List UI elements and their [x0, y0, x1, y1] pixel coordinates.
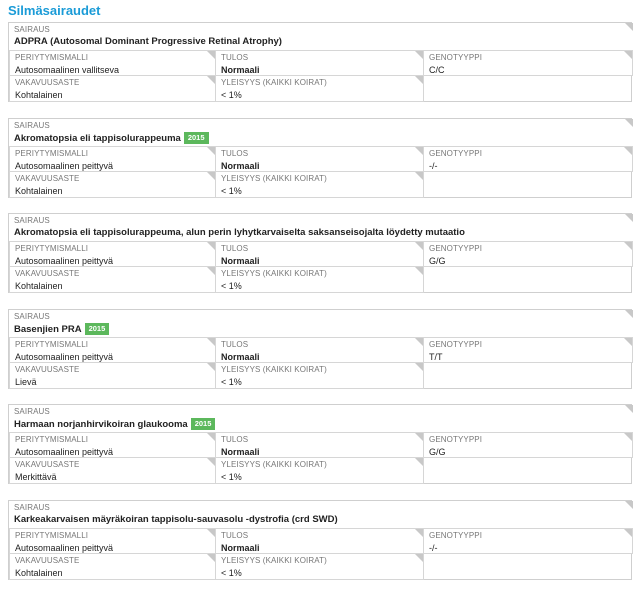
- severity-cell-value: Lievä: [15, 377, 37, 387]
- result-cell: [215, 50, 424, 76]
- inheritance-cell: [9, 528, 216, 554]
- disease-name: Akromatopsia eli tappisolurappeuma, alun perin lyhytkarvaiselta saksanseisojalta löydetty mutaatio: [14, 227, 465, 238]
- inheritance-cell-value: Autosomaalinen peittyvä: [15, 447, 114, 457]
- corner-marker: [207, 554, 215, 562]
- genotype-cell-value: G/G: [429, 447, 446, 457]
- corner-marker: [207, 76, 215, 84]
- frequency-cell: [215, 266, 424, 293]
- inheritance-cell-label: PERIYTYMISMALLI: [15, 435, 89, 444]
- inheritance-cell: [9, 241, 216, 267]
- result-cell-label: TULOS: [221, 244, 249, 253]
- frequency-cell-value: < 1%: [221, 281, 242, 291]
- genotype-cell-value: -/-: [429, 161, 438, 171]
- disease-name: Karkeakarvaisen mäyräkoiran tappisolu-sauvasolu -dystrofia (crd SWD): [14, 514, 338, 525]
- frequency-cell-label: YLEISYYS (KAIKKI KOIRAT): [221, 556, 327, 565]
- severity-cell: [9, 553, 216, 580]
- result-cell-label: TULOS: [221, 435, 249, 444]
- frequency-cell: [215, 171, 424, 198]
- corner-marker: [415, 242, 423, 250]
- result-cell: [215, 146, 424, 172]
- genotype-cell: [423, 50, 633, 76]
- disease-name: Akromatopsia eli tappisolurappeuma: [14, 132, 181, 144]
- inheritance-cell: [9, 337, 216, 363]
- result-cell-label: TULOS: [221, 53, 249, 62]
- genotype-cell: [423, 528, 633, 554]
- genotype-cell-label: GENOTYYPPI: [429, 340, 483, 349]
- disease-name-row: [14, 418, 215, 430]
- inheritance-cell-value: Autosomaalinen peittyvä: [15, 256, 114, 266]
- corner-marker: [415, 433, 423, 441]
- corner-marker: [625, 23, 633, 31]
- frequency-cell-label: YLEISYYS (KAIKKI KOIRAT): [221, 78, 327, 87]
- result-cell-value: Normaali: [221, 256, 260, 266]
- genotype-cell-value: G/G: [429, 256, 446, 266]
- frequency-cell: [215, 553, 424, 580]
- result-cell-value: Normaali: [221, 543, 260, 553]
- corner-marker: [624, 147, 632, 155]
- result-cell: [215, 528, 424, 554]
- corner-marker: [625, 310, 633, 318]
- severity-cell-label: VAKAVUUSASTE: [15, 460, 80, 469]
- inheritance-cell: [9, 146, 216, 172]
- disease-card: [8, 118, 632, 198]
- corner-marker: [625, 214, 633, 222]
- corner-marker: [415, 554, 423, 562]
- severity-cell-value: Merkittävä: [15, 472, 57, 482]
- severity-cell: [9, 457, 216, 484]
- severity-cell-label: VAKAVUUSASTE: [15, 78, 80, 87]
- corner-marker: [415, 267, 423, 275]
- disease-label: SAIRAUS: [14, 312, 50, 321]
- severity-cell-value: Kohtalainen: [15, 281, 63, 291]
- frequency-cell-label: YLEISYYS (KAIKKI KOIRAT): [221, 365, 327, 374]
- frequency-cell-label: YLEISYYS (KAIKKI KOIRAT): [221, 269, 327, 278]
- inheritance-cell-value: Autosomaalinen peittyvä: [15, 352, 114, 362]
- genotype-cell-label: GENOTYYPPI: [429, 244, 483, 253]
- corner-marker: [624, 242, 632, 250]
- disease-name-row: [14, 36, 282, 47]
- genotype-cell-label: GENOTYYPPI: [429, 435, 483, 444]
- corner-marker: [415, 172, 423, 180]
- genotype-cell: [423, 146, 633, 172]
- corner-marker: [207, 458, 215, 466]
- result-cell-value: Normaali: [221, 65, 260, 75]
- result-cell-label: TULOS: [221, 149, 249, 158]
- corner-marker: [624, 529, 632, 537]
- frequency-cell: [215, 75, 424, 102]
- genotype-cell-label: GENOTYYPPI: [429, 53, 483, 62]
- frequency-cell: [215, 457, 424, 484]
- disease-card: [8, 404, 632, 484]
- disease-name-row: [14, 323, 109, 335]
- inheritance-cell-value: Autosomaalinen peittyvä: [15, 161, 114, 171]
- severity-cell-label: VAKAVUUSASTE: [15, 365, 80, 374]
- result-cell: [215, 241, 424, 267]
- corner-marker: [624, 338, 632, 346]
- severity-cell-label: VAKAVUUSASTE: [15, 269, 80, 278]
- inheritance-cell-label: PERIYTYMISMALLI: [15, 531, 89, 540]
- corner-marker: [207, 433, 215, 441]
- year-badge: 2015: [85, 323, 110, 335]
- corner-marker: [207, 51, 215, 59]
- result-cell-value: Normaali: [221, 161, 260, 171]
- genotype-cell-label: GENOTYYPPI: [429, 149, 483, 158]
- disease-name-cell: [9, 23, 633, 51]
- inheritance-cell-label: PERIYTYMISMALLI: [15, 244, 89, 253]
- disease-name-row: [14, 227, 465, 238]
- corner-marker: [207, 267, 215, 275]
- corner-marker: [207, 529, 215, 537]
- frequency-cell-value: < 1%: [221, 377, 242, 387]
- corner-marker: [415, 363, 423, 371]
- inheritance-cell: [9, 50, 216, 76]
- disease-card: [8, 500, 632, 580]
- corner-marker: [415, 147, 423, 155]
- inheritance-cell-value: Autosomaalinen peittyvä: [15, 543, 114, 553]
- corner-marker: [624, 433, 632, 441]
- inheritance-cell-value: Autosomaalinen vallitseva: [15, 65, 120, 75]
- corner-marker: [207, 363, 215, 371]
- result-cell-label: TULOS: [221, 531, 249, 540]
- result-cell-value: Normaali: [221, 447, 260, 457]
- corner-marker: [415, 529, 423, 537]
- disease-label: SAIRAUS: [14, 121, 50, 130]
- severity-cell-label: VAKAVUUSASTE: [15, 556, 80, 565]
- year-badge: 2015: [184, 132, 209, 144]
- frequency-cell-label: YLEISYYS (KAIKKI KOIRAT): [221, 174, 327, 183]
- genotype-cell: [423, 432, 633, 458]
- disease-label: SAIRAUS: [14, 407, 50, 416]
- severity-cell-label: VAKAVUUSASTE: [15, 174, 80, 183]
- severity-cell: [9, 266, 216, 293]
- genotype-cell: [423, 337, 633, 363]
- disease-name: Basenjien PRA: [14, 323, 82, 335]
- frequency-cell-value: < 1%: [221, 90, 242, 100]
- frequency-cell-value: < 1%: [221, 568, 242, 578]
- disease-name-cell: [9, 310, 633, 338]
- disease-label: SAIRAUS: [14, 216, 50, 225]
- inheritance-cell: [9, 432, 216, 458]
- corner-marker: [415, 458, 423, 466]
- frequency-cell-label: YLEISYYS (KAIKKI KOIRAT): [221, 460, 327, 469]
- disease-name-cell: [9, 214, 633, 242]
- corner-marker: [624, 51, 632, 59]
- severity-cell-value: Kohtalainen: [15, 186, 63, 196]
- genotype-cell: [423, 241, 633, 267]
- inheritance-cell-label: PERIYTYMISMALLI: [15, 340, 89, 349]
- disease-card: [8, 309, 632, 389]
- page-title: Silmäsairaudet: [8, 3, 101, 18]
- frequency-cell-value: < 1%: [221, 472, 242, 482]
- disease-name-cell: [9, 119, 633, 147]
- result-cell: [215, 337, 424, 363]
- corner-marker: [625, 501, 633, 509]
- severity-cell-value: Kohtalainen: [15, 568, 63, 578]
- severity-cell: [9, 75, 216, 102]
- frequency-cell: [215, 362, 424, 389]
- corner-marker: [207, 338, 215, 346]
- severity-cell: [9, 171, 216, 198]
- disease-name-cell: [9, 501, 633, 529]
- corner-marker: [207, 147, 215, 155]
- severity-cell-value: Kohtalainen: [15, 90, 63, 100]
- result-cell-value: Normaali: [221, 352, 260, 362]
- disease-card: [8, 213, 632, 293]
- disease-name-row: [14, 132, 209, 144]
- genotype-cell-value: -/-: [429, 543, 438, 553]
- severity-cell: [9, 362, 216, 389]
- disease-label: SAIRAUS: [14, 25, 50, 34]
- corner-marker: [415, 338, 423, 346]
- inheritance-cell-label: PERIYTYMISMALLI: [15, 149, 89, 158]
- corner-marker: [415, 76, 423, 84]
- disease-name: ADPRA (Autosomal Dominant Progressive Retinal Atrophy): [14, 36, 282, 47]
- corner-marker: [625, 119, 633, 127]
- genotype-cell-label: GENOTYYPPI: [429, 531, 483, 540]
- corner-marker: [415, 51, 423, 59]
- frequency-cell-value: < 1%: [221, 186, 242, 196]
- result-cell: [215, 432, 424, 458]
- disease-name-cell: [9, 405, 633, 433]
- result-cell-label: TULOS: [221, 340, 249, 349]
- disease-name: Harmaan norjanhirvikoiran glaukooma: [14, 418, 188, 430]
- inheritance-cell-label: PERIYTYMISMALLI: [15, 53, 89, 62]
- genotype-cell-value: T/T: [429, 352, 443, 362]
- disease-card: [8, 22, 632, 102]
- disease-label: SAIRAUS: [14, 503, 50, 512]
- disease-name-row: [14, 514, 338, 525]
- year-badge: 2015: [191, 418, 216, 430]
- genotype-cell-value: C/C: [429, 65, 445, 75]
- corner-marker: [207, 242, 215, 250]
- corner-marker: [625, 405, 633, 413]
- corner-marker: [207, 172, 215, 180]
